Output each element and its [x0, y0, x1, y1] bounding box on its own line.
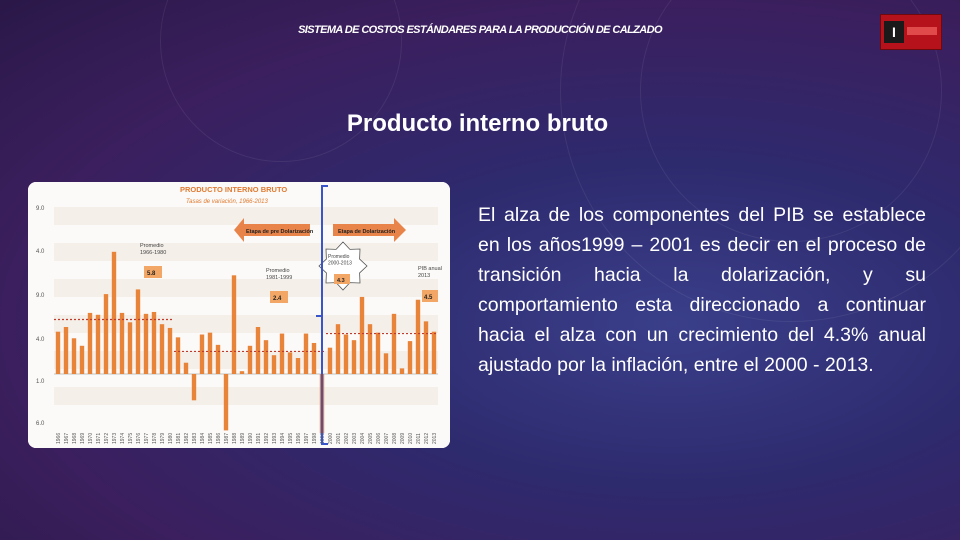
- x-tick-label: 1976: [136, 432, 142, 444]
- y-tick-label: 9.0: [36, 206, 45, 212]
- x-tick-label: 2000: [328, 432, 334, 444]
- x-tick-label: 1966: [56, 432, 62, 444]
- bar-1967: [64, 327, 68, 374]
- y-tick-label: 9.0: [36, 293, 45, 299]
- x-tick-label: 1975: [128, 432, 134, 444]
- x-tick-label: 1985: [208, 432, 214, 444]
- bar-2011: [416, 300, 420, 374]
- x-tick-label: 2006: [376, 432, 382, 444]
- bar-1981: [176, 337, 180, 374]
- presentation-header: SISTEMA DE COSTOS ESTÁNDARES PARA LA PRODUCCIÓN DE CALZADO: [298, 24, 662, 36]
- x-tick-label: 1987: [224, 432, 230, 444]
- x-tick-label: 2002: [344, 432, 350, 444]
- avg-1966-1980-label: 1966-1980: [140, 250, 167, 256]
- x-tick-label: 1980: [168, 432, 174, 444]
- bar-1996: [296, 358, 300, 374]
- avg-1966-1980-value: 5.8: [147, 271, 156, 277]
- x-tick-label: 1983: [192, 432, 198, 444]
- bar-2002: [344, 335, 348, 374]
- x-tick-label: 2011: [416, 433, 422, 444]
- x-tick-label: 1988: [232, 432, 238, 444]
- x-tick-label: 2007: [384, 432, 390, 444]
- x-tick-label: 1973: [112, 432, 118, 444]
- x-tick-label: 2001: [336, 432, 342, 444]
- x-tick-label: 1970: [88, 432, 94, 444]
- bar-1979: [160, 324, 164, 374]
- x-tick-label: 2013: [432, 432, 438, 444]
- bar-1984: [200, 335, 204, 374]
- bar-1980: [168, 328, 172, 374]
- bar-1989: [240, 371, 244, 374]
- x-tick-label: 2008: [392, 432, 398, 444]
- avg-1981-1999-value: 2.4: [273, 296, 282, 302]
- bar-1991: [256, 327, 260, 374]
- x-tick-label: 1972: [104, 432, 110, 444]
- x-tick-label: 1969: [80, 432, 86, 444]
- x-tick-label: 1977: [144, 432, 150, 444]
- x-tick-label: 1986: [216, 432, 222, 444]
- bar-1992: [264, 340, 268, 374]
- x-tick-label: 1978: [152, 432, 158, 444]
- chart-band: [54, 279, 438, 297]
- x-tick-label: 1989: [240, 432, 246, 444]
- bar-1971: [96, 315, 100, 374]
- chart-band: [54, 207, 438, 225]
- bar-2010: [408, 341, 412, 374]
- company-logo: [880, 14, 942, 50]
- bar-1988: [232, 275, 236, 374]
- x-tick-label: 1981: [176, 432, 182, 444]
- chart-band: [54, 387, 438, 405]
- bar-1987: [224, 374, 228, 430]
- x-tick-label: 1979: [160, 432, 166, 444]
- bar-2005: [368, 324, 372, 374]
- bar-1997: [304, 334, 308, 374]
- bar-2004: [360, 297, 364, 374]
- x-tick-label: 2012: [424, 432, 430, 444]
- y-tick-label: 6.0: [36, 421, 45, 427]
- avg-2000-2013-value: 4.3: [337, 278, 345, 284]
- x-tick-label: 2010: [408, 432, 414, 444]
- gdp-2013-label: 2013: [418, 273, 431, 279]
- bar-2000: [328, 348, 332, 374]
- avg-1966-1980-label: Promedio: [140, 243, 164, 249]
- chart-subtitle: Tasas de variación, 1966-2013: [186, 199, 268, 205]
- bar-2008: [392, 314, 396, 374]
- x-tick-label: 1991: [256, 432, 262, 444]
- bar-1966: [56, 332, 60, 374]
- avg-2000-2013-label: 2000-2013: [328, 260, 352, 267]
- x-tick-label: 1974: [120, 432, 126, 444]
- chart-band: [54, 351, 438, 369]
- bar-2012: [424, 321, 428, 374]
- x-tick-label: 1990: [248, 432, 254, 444]
- x-tick-label: 1971: [96, 432, 102, 444]
- bar-1969: [80, 346, 84, 374]
- bar-1995: [288, 352, 292, 374]
- x-tick-label: 2005: [368, 432, 374, 444]
- x-tick-label: 1994: [280, 432, 286, 444]
- bar-1994: [280, 334, 284, 374]
- x-tick-label: 2009: [400, 432, 406, 444]
- y-tick-label: 1.0: [36, 379, 45, 385]
- x-tick-label: 1995: [288, 432, 294, 444]
- dollarization-label: Etapa de Dolarización: [338, 229, 396, 235]
- x-tick-label: 1984: [200, 432, 206, 444]
- x-tick-label: 1997: [304, 432, 310, 444]
- chart-title: PRODUCTO INTERNO BRUTO: [180, 185, 288, 194]
- bar-1982: [184, 363, 188, 374]
- bar-1976: [136, 289, 140, 374]
- logo-strip: [907, 27, 937, 35]
- gdp-2013-value: 4.5: [424, 295, 433, 301]
- bar-2001: [336, 324, 340, 374]
- x-tick-label: 1967: [64, 432, 70, 444]
- avg-2000-2013-label: Promedio: [328, 254, 350, 260]
- gdp-2013-label: PIB anual: [418, 266, 442, 272]
- x-tick-label: 1999: [320, 432, 326, 444]
- gdp-bar-chart: [28, 182, 450, 448]
- x-tick-label: 2003: [352, 432, 358, 444]
- x-tick-label: 1982: [184, 432, 190, 444]
- bar-2009: [400, 368, 404, 374]
- x-tick-label: 1968: [72, 432, 78, 444]
- x-tick-label: 1998: [312, 432, 318, 444]
- avg-1981-1999-label: Promedio: [266, 268, 290, 274]
- bar-1973: [112, 252, 116, 374]
- bar-1974: [120, 313, 124, 374]
- x-tick-label: 1992: [264, 432, 270, 444]
- pre-dollarization-label: Etapa de pre Dolarización: [246, 229, 314, 235]
- bar-1978: [152, 312, 156, 374]
- chart-band: [54, 243, 438, 261]
- y-tick-label: 4.0: [36, 249, 45, 255]
- bar-1972: [104, 294, 108, 374]
- bar-1983: [192, 374, 196, 400]
- bar-1970: [88, 313, 92, 374]
- bar-1985: [208, 333, 212, 374]
- bar-1975: [128, 322, 132, 374]
- bar-2007: [384, 353, 388, 374]
- gdp-chart-card: [28, 182, 450, 448]
- x-tick-label: 1993: [272, 432, 278, 444]
- x-tick-label: 1996: [296, 432, 302, 444]
- slide-title: Producto interno bruto: [346, 110, 609, 137]
- slide-body-text: El alza de los componentes del PIB se establece en los años1999 – 2001 es decir en el proceso de transición hacia la dolarización, y su comportamiento esta direccionado a continuar hacia el alza con un crecimiento del 4.3% anual ajustado por la inflación, entre el 2000 - 2013.: [478, 204, 926, 376]
- avg-1981-1999-label: 1981-1999: [266, 275, 293, 281]
- bar-1993: [272, 355, 276, 374]
- bar-2006: [376, 333, 380, 374]
- chart-band: [54, 315, 438, 333]
- x-tick-label: 2004: [360, 432, 366, 444]
- y-tick-label: 4.0: [36, 337, 45, 343]
- logo-mark: I: [884, 21, 904, 43]
- bar-1977: [144, 314, 148, 374]
- bar-1998: [312, 343, 316, 374]
- bar-2003: [352, 340, 356, 374]
- bar-2013: [432, 332, 436, 374]
- bar-1986: [216, 345, 220, 374]
- bar-1990: [248, 346, 252, 374]
- bar-1968: [72, 338, 76, 374]
